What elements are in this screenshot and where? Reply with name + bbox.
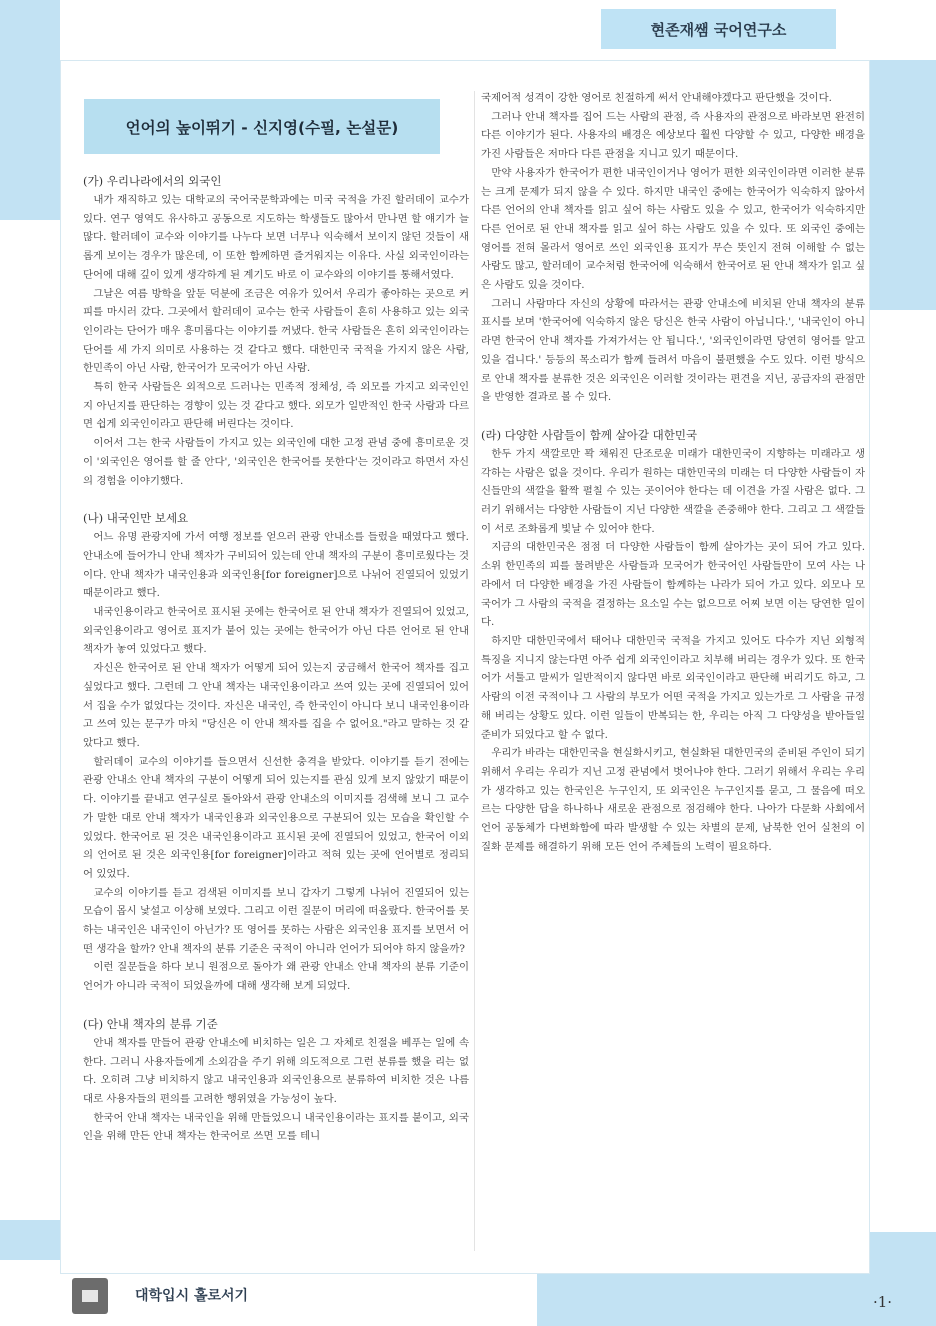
paragraph: 그날은 여름 방학을 앞둔 덕분에 조금은 여유가 있어서 우리가 좋아하는 곳으로 커피를 마시러 갔다. 그곳에서 할러데이 교수는 한국 사람들이 흔히 사용하고 있는 외국인이라는 단어가 매우 흥미롭다는 이야기를 꺼냈다. 한국 사람들은 흔히 외국인이라는 단어를 세 가지 의미로 사용하는 것 같다고 했다. 대한민국 국적을 가지지 않은 사람, 한민족이 아닌 사람, 한국어가 모국어가 아닌 사람.: [83, 287, 469, 375]
paragraph: 교수의 이야기를 듣고 검색된 이미지를 보니 갑자기 그렇게 나뉘어 진열되어 있는 모습이 몹시 낯설고 이상해 보였다. 그리고 이런 질문이 머리에 떠올랐다. 한국어를 못하는 내국인은 내국인이 아닌가? 또 영어를 못하는 사람은 외국인용 표지를 보면서 어떤 생각을 할까? 안내 책자의 분류 기준은 국적이 아니라 언어가 되어야 하지 않을까?: [83, 886, 469, 955]
paragraph: 지금의 대한민국은 점점 더 다양한 사람들이 함께 살아가는 곳이 되어 가고 있다. 소위 한민족의 피를 물려받은 사람들과 모국어가 한국어인 사람들만이 모여 사는 나라에서 더 다양한 배경을 가진 사람들이 함께하는 나라가 되어 가고 있다. 외모나 모국어가 그 사람의 국적을 결정하는 요소일 수는 없으므로 어찌 보면 이는 당연한 일이다.: [481, 541, 865, 629]
document-page: [60, 60, 870, 1274]
section-heading: (라) 다양한 사람들이 함께 살아갈 대한민국: [481, 427, 698, 442]
paragraph: 안내 책자를 만들어 관광 안내소에 비치하는 일은 그 자체로 친절을 베푸는 일에 속한다. 그러니 사용자들에게 소외감을 주기 위해 의도적으로 그런 분류를 했을 리는 없다. 오히려 그냥 비치하지 않고 내국인용과 외국인용으로 분류하여 비치한 것은 나름대로 사용자들의 편의를 고려한 행위였을 가능성이 높다.: [83, 1036, 469, 1105]
page-number: ·1·: [873, 1293, 893, 1311]
paragraph: 이어서 그는 한국 사람들이 가지고 있는 외국인에 대한 고정 관념 중에 흥미로운 것이 '외국인은 영어를 할 줄 안다', '외국인은 한국어를 못한다'는 것이라고 하면서 자신의 경험을 이야기했다.: [83, 437, 469, 487]
brand-header: 현존재쌤 국어연구소: [601, 9, 836, 49]
paragraph: 할러데이 교수의 이야기를 들으면서 신선한 충격을 받았다. 이야기를 듣기 전에는 관광 안내소 안내 책자의 구분이 어떻게 되어 있는지를 관심 있게 보지 않았기 때문이다. 이야기를 끝내고 연구실로 돌아와서 관광 안내소의 이미지를 검색해 보니 그 교수가 말한 대로 안내 책자가 내국인용과 외국인용으로 구분되어 있는 모습을 확인할 수 있었다. 한국어로 된 것은 내국인용이라고 표시된 곳에 진열되어 있었고, 한국어 이외의 언어로 된 것은 외국인용[for foreigner]이라고 적혀 있는 곳에 언어별로 정리되어 있었다.: [83, 755, 469, 880]
paragraph: 만약 사용자가 한국어가 편한 내국인이거나 영어가 편한 외국인이라면 이러한 분류는 크게 문제가 되지 않을 수 있다. 하지만 내국인 중에는 한국어가 익숙하지 않아서 다른 언어의 안내 책자를 읽고 싶어 하는 사람도 있을 수 있고, 한국어가 익숙하지만 다른 언어로 된 안내 책자를 읽고 싶어 하는 사람도 있을 수 있다. 또 외국인 중에는 영어를 전혀 몰라서 영어로 쓰인 외국인용 표지가 무슨 뜻인지 전혀 이해할 수 없는 사람도 많고, 할러데이 교수처럼 한국어에 익숙해서 한국어로 된 안내 책자가 읽고 싶은 사람도 있을 것이다.: [481, 166, 865, 292]
paragraph: 내가 재직하고 있는 대학교의 국어국문학과에는 미국 국적을 가진 할러데이 교수가 있다. 연구 영역도 유사하고 공동으로 지도하는 학생들도 많아서 만나면 할 얘기가 늘 많다. 할러데이 교수와 이야기를 나누다 보면 너무나 익숙해서 보이지 않던 것들이 새롭게 보이는 경우가 많은데, 이 또한 함께하면 즐거워지는 이유다. 사실 외국인이라는 단어에 대해 깊이 있게 생각하게 된 계기도 바로 이 교수와의 이야기를 통해서였다.: [83, 194, 469, 281]
section-gap: [83, 996, 469, 1014]
decor-bottom-left-block: [0, 1220, 60, 1260]
decor-top-left-block: [0, 0, 60, 220]
paragraph: 한두 가지 색깔로만 꽉 채워진 단조로운 미래가 대한민국이 지향하는 미래라고 생각하는 사람은 없을 것이다. 우리가 원하는 대한민국의 미래는 더 다양한 사람들이 자신들만의 색깔을 활짝 펼칠 수 있는 곳이어야 한다는 데 이견을 가질 사람은 없다. 그러기 위해서는 다양한 사람들이 지닌 다양한 색깔을 존중해야 한다. 그리고 그 색깔들이 서로 조화롭게 빛날 수 있어야 한다.: [481, 447, 865, 535]
section-gap: [83, 490, 469, 508]
paragraph: 그러나 안내 책자를 집어 드는 사람의 관점, 즉 사용자의 관점으로 바라보면 완전히 다른 이야기가 된다. 사용자의 배경은 예상보다 훨씬 다양할 수 있고, 다양한 배경을 가진 사람들은 저마다 다른 관점을 지니고 있기 때문이다.: [481, 110, 865, 161]
section-gap: [481, 407, 865, 425]
book-logo-inner: [82, 1290, 98, 1302]
paragraph: 어느 유명 관광지에 가서 여행 정보를 얻으러 관광 안내소를 들렀을 때였다고 했다. 안내소에 들어가니 안내 책자가 구비되어 있는데 안내 책자의 구분이 흥미로웠다는 것이다. 안내 책자가 내국인용과 외국인용[for foreigner]으로 나뉘어 진열되어 있었기 때문이라고 했다.: [83, 531, 469, 600]
decor-right-block: [868, 60, 936, 310]
paragraph: 우리가 바라는 대한민국을 현실화시키고, 현실화된 대한민국의 준비된 주인이 되기 위해서 우리는 우리가 지닌 고정 관념에서 벗어나야 한다. 그러기 위해서 우리는 우리가 생각하고 있는 한국인은 누구인지, 또 외국인은 누구인지를 묻고, 그 물음에 떠오르는 다양한 답을 하나하나 새로운 관점으로 점검해야 한다. 나아가 다문화 사회에서 언어 공동체가 다변화함에 따라 발생할 수 있는 차별의 문제, 남북한 언어 실천의 이질화 문제를 해결하기 위해 모든 언어 주체들의 노력이 필요하다.: [481, 747, 865, 853]
paragraph: 자신은 한국어로 된 안내 책자가 어떻게 되어 있는지 궁금해서 한국어 책자를 집고 싶었다고 했다. 그런데 그 안내 책자는 내국인용이라고 쓰여 있는 곳에 진열되어 있어서 집을 수가 없었다는 것이다. 자신은 내국인, 즉 한국인이 아니다 보니 내국인용이라고 쓰여 있는 문구가 마치 "당신은 이 안내 책자를 집을 수 없어요."라고 말하는 것 같았다고 했다.: [83, 662, 469, 749]
document-title: 언어의 높이뛰기 - 신지영(수필, 논설문): [84, 99, 440, 154]
book-logo-icon: [72, 1278, 108, 1314]
paragraph: 그러니 사람마다 자신의 상황에 따라서는 관광 안내소에 비치된 안내 책자의 분류 표시를 보며 '한국어에 익숙하지 않은 당신은 한국 사람이 아닙니다.', '내국인이 아니라면 한국어 안내 책자를 가져가서는 안 됩니다.', '외국인이라면 당연히 영어를 알고 있을 겁니다.' 등등의 목소리가 함께 들려서 마음이 불편했을 수도 있다. 이런 방식으로 안내 책자를 분류한 것은 외국인은 이러할 것이라는 편견을 지닌, 공급자의 관점만을 반영한 결과로 볼 수 있다.: [481, 297, 865, 404]
column-divider: [474, 91, 475, 1251]
paragraph: 내국인용이라고 한국어로 표시된 곳에는 한국어로 된 안내 책자가 진열되어 있었고, 외국인용이라고 영어로 표지가 붙어 있는 곳에는 한국어가 아닌 다른 언어로 된 안내 책자가 놓여 있었다고 했다.: [83, 606, 469, 656]
paragraph: 국제어적 성격이 강한 영어로 친절하게 써서 안내해야겠다고 판단했을 것이다.: [481, 92, 832, 104]
footer-title: 대학입시 홀로서기: [135, 1288, 249, 1304]
section-heading: (가) 우리나라에서의 외국인: [83, 174, 222, 188]
paragraph: 하지만 대한민국에서 태어나 대한민국 국적을 가지고 있어도 다수가 지닌 외형적 특징을 지니지 않는다면 아주 쉽게 외국인이라고 치부해 버리는 경우가 있다. 또 한국어가 서툴고 말씨가 일반적이지 않다면 바로 외국인이라고 판단해 버리기도 하고, 그 사람의 이전 국적이나 그 사람의 부모가 어떤 국적을 가지고 있는가로 그 사람을 규정해 버리는 상황도 있다. 이런 일들이 반복되는 한, 우리는 아직 그 다양성을 받아들일 준비가 되었다고 할 수 없다.: [481, 634, 865, 741]
paragraph: 한국어 안내 책자는 내국인을 위해 만들었으니 내국인용이라는 표지를 붙이고, 외국인을 위해 만든 안내 책자는 한국어로 쓰면 모를 테니: [83, 1111, 469, 1143]
paragraph: 이런 질문들을 하다 보니 원점으로 돌아가 왜 관광 안내소 안내 책자의 분류 기준이 언어가 아니라 국적이 되었을까에 대해 생각해 보게 되었다.: [83, 961, 469, 993]
right-column: [481, 89, 865, 856]
left-column: [83, 171, 469, 1146]
section-heading: (다) 안내 책자의 분류 기준: [83, 1016, 218, 1031]
paragraph: 특히 한국 사람들은 외적으로 드러나는 민족적 정체성, 즉 외모를 가지고 외국인인지 아닌지를 판단하는 경향이 있는 것 같다고 했다. 외모가 일반적인 한국 사람과 다르면 쉽게 외국인이라고 판단해 버린다는 것이다.: [83, 381, 469, 431]
section-heading: (나) 내국인만 보세요: [83, 511, 189, 526]
